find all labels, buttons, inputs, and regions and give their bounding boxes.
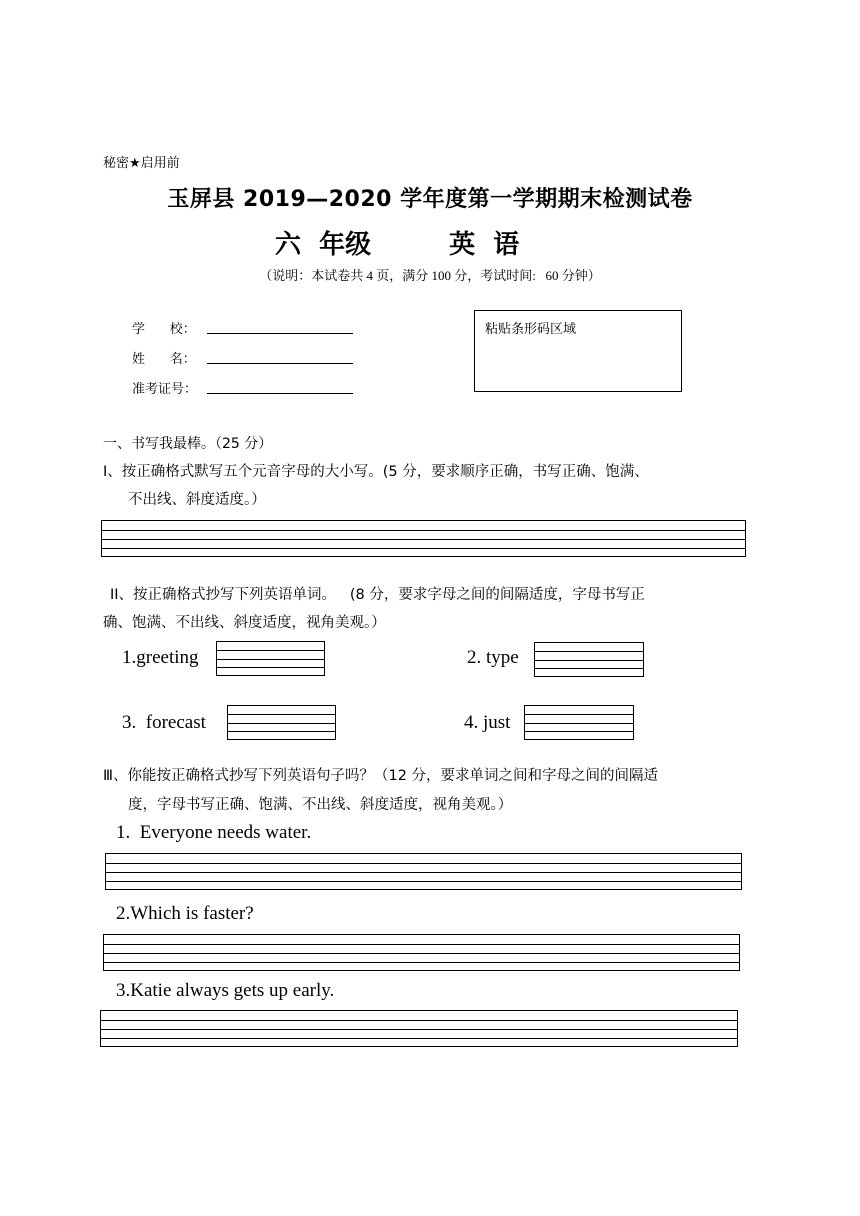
name-label: 姓 名：: [132, 352, 196, 367]
writing-lines-sentence-3[interactable]: [100, 1010, 738, 1047]
writing-lines-forecast[interactable]: [227, 705, 336, 740]
word-greeting: 1.greeting: [122, 647, 199, 668]
word-forecast: 3. forecast: [122, 712, 206, 733]
grade-subject-row: [275, 224, 519, 261]
section1-heading: 一、书写我最棒。（25 分）: [103, 436, 273, 452]
school-label: 学 校：: [132, 322, 196, 337]
exam-note: （说明：本试卷共 4 页，满分 100 分，考试时间: 60 分钟）: [259, 268, 601, 283]
writing-lines-sentence-1[interactable]: [105, 853, 742, 890]
writing-lines-type[interactable]: [534, 642, 644, 677]
part2-instruction-line1: ⅠⅠ、按正确格式抄写下列英语单词。 (8 分，要求字母之间的间隔适度，字母书写正: [110, 587, 645, 603]
writing-lines-greeting[interactable]: [216, 641, 325, 676]
barcode-area: [474, 310, 682, 392]
part3-instruction-line2: 度，字母书写正确、饱满、不出线、斜度适度，视角美观。）: [128, 797, 513, 813]
exam-number-label: 准考证号：: [132, 382, 198, 397]
sentence-3: 3.Katie always gets up early.: [116, 980, 335, 1001]
exam-title: 玉屏县 2019—2020 学年度第一学期期末检测试卷: [167, 187, 693, 212]
word-just: 4. just: [464, 712, 511, 733]
word-type: 2. type: [467, 647, 519, 668]
part1-instruction-line2: 不出线、斜度适度。）: [128, 492, 266, 508]
subject-label: 英 语: [449, 230, 520, 260]
part1-instruction-line1: Ⅰ、按正确格式默写五个元音字母的大小写。(5 分，要求顺序正确，书写正确、饱满、: [103, 464, 649, 480]
confidential-label: 秘密★启用前: [103, 156, 180, 171]
school-field[interactable]: [207, 332, 353, 334]
barcode-label: 粘贴条形码区域: [485, 322, 577, 337]
sentence-2: 2.Which is faster?: [116, 903, 254, 924]
sentence-1: 1. Everyone needs water.: [116, 822, 312, 843]
part2-instruction-line2: 确、饱满、不出线、斜度适度，视角美观。）: [103, 615, 386, 631]
writing-lines-just[interactable]: [524, 705, 634, 740]
part3-instruction-line1: Ⅲ、你能按正确格式抄写下列英语句子吗？（12 分，要求单词之间和字母之间的间隔适: [103, 768, 659, 784]
writing-lines-vowels[interactable]: [101, 520, 746, 557]
name-field[interactable]: [207, 362, 353, 364]
grade-label: 六 年级: [275, 230, 372, 260]
exam-number-field[interactable]: [207, 392, 353, 394]
writing-lines-sentence-2[interactable]: [103, 934, 740, 971]
